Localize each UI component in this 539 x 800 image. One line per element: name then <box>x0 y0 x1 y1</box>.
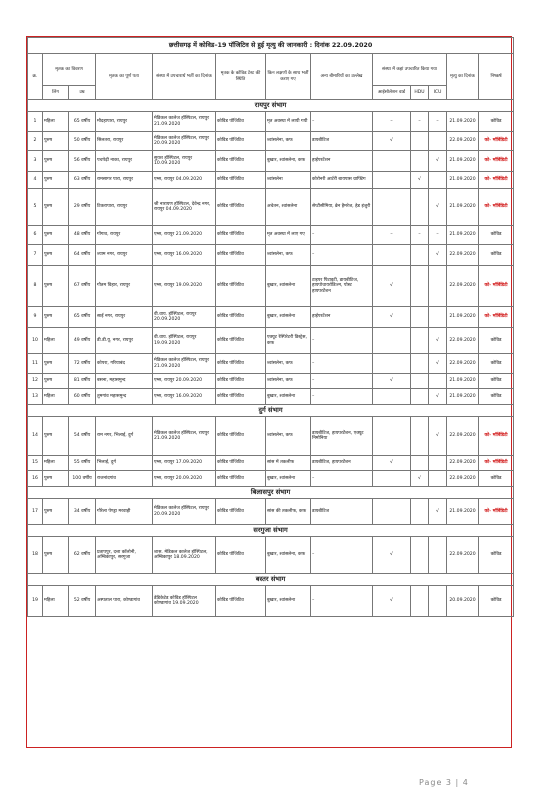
gender-cell: पुरुष <box>43 151 69 172</box>
hdu-cell <box>411 417 429 456</box>
table-row <box>28 537 514 574</box>
institution-cell: मेडिकल कालेज हॉस्पिटल, रायपुर 21.09.2020 <box>153 417 216 456</box>
table-row <box>28 374 514 389</box>
division-name: बिलासपुर संभाग <box>28 487 514 499</box>
hdu-cell <box>411 456 429 471</box>
test-status-cell: कोविड पॉजिटिव <box>216 226 266 245</box>
col-isolation: आईसोलेशन वार्ड <box>373 86 411 100</box>
col-address: मृतक का पूर्ण पता <box>96 54 153 100</box>
sno-cell: 11 <box>28 354 43 374</box>
icu-cell: √ <box>429 417 447 456</box>
icu-cell: √ <box>429 328 447 354</box>
isolation-cell: √ <box>373 132 411 151</box>
conclusion-cell: कोविड <box>479 112 514 132</box>
comorbidity-cell: कोरोनरी आर्टरी बायपास ग्राफ्टिंग <box>311 172 373 189</box>
table-body <box>28 100 514 617</box>
test-status-cell: कोविड पॉजिटिव <box>216 354 266 374</box>
symptoms-cell: बुखार, श्वांसलेना <box>266 389 311 405</box>
isolation-cell <box>373 151 411 172</box>
icu-cell <box>429 132 447 151</box>
institution-cell: एम्स, रायपुर 16.09.2020 <box>153 245 216 266</box>
icu-cell <box>429 266 447 307</box>
address-cell: पचपेढ़ी नाका, रायपुर <box>96 151 153 172</box>
death-date-cell: 22.09.2020 <box>447 245 479 266</box>
address-cell: कोपरा, गरियाबंद <box>96 354 153 374</box>
comorbidity-cell: डायबीटिज <box>311 499 373 525</box>
test-status-cell: कोविड पॉजिटिव <box>216 374 266 389</box>
address-cell: श्याम नगर, रायपुर <box>96 245 153 266</box>
death-date-cell: 21.09.2020 <box>447 499 479 525</box>
hdu-cell: – <box>411 226 429 245</box>
isolation-cell <box>373 172 411 189</box>
isolation-cell <box>373 417 411 456</box>
hdu-cell <box>411 266 429 307</box>
col-conclusion: निष्कर्ष <box>479 54 514 100</box>
page-number: Page 3 | 4 <box>419 778 469 787</box>
test-status-cell: कोविड पॉजिटिव <box>216 471 266 487</box>
death-date-cell: 21.09.2020 <box>447 112 479 132</box>
death-date-cell: 22.09.2020 <box>447 328 479 354</box>
sno-cell: 12 <box>28 374 43 389</box>
test-status-cell: कोविड पॉजिटिव <box>216 245 266 266</box>
icu-cell: √ <box>429 189 447 226</box>
address-cell: अस्पताल पारा, कोण्डागांव <box>96 586 153 617</box>
conclusion-cell: को- मॉर्बिडिटी <box>479 132 514 151</box>
institution-cell: सुयश हॉस्पिटल, रायपुर 10.09.2020 <box>153 151 216 172</box>
icu-cell: √ <box>429 354 447 374</box>
gender-cell: महिला <box>43 456 69 471</box>
hdu-cell <box>411 307 429 328</box>
division-name: रायपुर संभाग <box>28 100 514 112</box>
icu-cell: √ <box>429 245 447 266</box>
sno-cell: 18 <box>28 537 43 574</box>
hdu-cell <box>411 132 429 151</box>
institution-cell: मेडिकल कालेज हॉस्पिटल, रायपुर 20.09.2020 <box>153 132 216 151</box>
sno-cell: 6 <box>28 226 43 245</box>
isolation-cell: √ <box>373 307 411 328</box>
death-date-cell: 21.09.2020 <box>447 389 479 405</box>
age-cell: 50 वर्षीय <box>69 132 96 151</box>
table-row <box>28 266 514 307</box>
conclusion-cell: को- मॉर्बिडिटी <box>479 172 514 189</box>
col-treatment-area: संस्था में कहां उपचारित किया गया <box>373 54 447 86</box>
age-cell: 55 वर्षीय <box>69 456 96 471</box>
institution-cell: एम्स, रायपुर 04.09.2020 <box>153 172 216 189</box>
col-icu: ICU <box>429 86 447 100</box>
icu-cell <box>429 586 447 617</box>
col-comorbidities: अन्य बीमारियों का उल्लेख <box>311 54 373 100</box>
isolation-cell: – <box>373 112 411 132</box>
gender-cell: महिला <box>43 328 69 354</box>
age-cell: 56 वर्षीय <box>69 151 96 172</box>
icu-cell: – <box>429 112 447 132</box>
comorbidity-cell: – <box>311 328 373 354</box>
comorbidity-cell: सेप्टीसीमिया, ब्रेन हैमरेज, हेड इंजुरी <box>311 189 373 226</box>
institution-cell: शास. मेडिकल कालेज हॉस्पिटल, अम्बिकापुर 18.09.2020 <box>153 537 216 574</box>
sno-cell: 5 <box>28 189 43 226</box>
death-date-cell: 20.09.2020 <box>447 586 479 617</box>
table-row <box>28 226 514 245</box>
division-header <box>28 487 514 499</box>
test-status-cell: कोविड पॉजिटिव <box>216 417 266 456</box>
icu-cell <box>429 172 447 189</box>
address-cell: साईं नगर, रायपुर <box>96 307 153 328</box>
gender-cell: पुरुष <box>43 245 69 266</box>
conclusion-cell: कोविड <box>479 586 514 617</box>
symptoms-cell: बुखार, श्वांसलेना, कफ <box>266 537 311 574</box>
col-gender: लिंग <box>43 86 69 100</box>
address-cell: मौदहापारा, रायपुर <box>96 112 153 132</box>
gender-cell: पुरुष <box>43 537 69 574</box>
age-cell: 63 वर्षीय <box>69 172 96 189</box>
address-cell: बसना, महासमुन्द <box>96 374 153 389</box>
test-status-cell: कोविड पॉजिटिव <box>216 266 266 307</box>
division-header <box>28 405 514 417</box>
col-deceased-details: मृतक का विवरण <box>43 54 96 86</box>
address-cell: रामसागर पारा, रायपुर <box>96 172 153 189</box>
symptoms-cell: बुखार, श्वांसलेना <box>266 266 311 307</box>
comorbidity-cell: हाईपरटेंशन <box>311 151 373 172</box>
age-cell: 62 वर्षीय <box>69 537 96 574</box>
comorbidity-cell: टाइपर पिटाइटी, डायबीटिज, हायपोथायरोडिज्म, पोस्ट हायपरटेंशन <box>311 266 373 307</box>
isolation-cell <box>373 245 411 266</box>
conclusion-cell: को- मॉर्बिडिटी <box>479 417 514 456</box>
hdu-cell <box>411 374 429 389</box>
sno-cell: 8 <box>28 266 43 307</box>
col-death-date: मृत्यु का दिनांक <box>447 54 479 100</box>
age-cell: 49 वर्षीय <box>69 328 96 354</box>
icu-cell: – <box>429 226 447 245</box>
table-row <box>28 132 514 151</box>
isolation-cell <box>373 189 411 226</box>
icu-cell <box>429 471 447 487</box>
age-cell: 48 वर्षीय <box>69 226 96 245</box>
col-test-status: मृतक के कोविड टेस्ट की स्थिति <box>216 54 266 100</box>
isolation-cell: √ <box>373 537 411 574</box>
sno-cell: 15 <box>28 456 43 471</box>
symptoms-cell: बुखार, श्वांसलेना <box>266 307 311 328</box>
gender-cell: महिला <box>43 389 69 405</box>
hdu-cell <box>411 245 429 266</box>
conclusion-cell: को- मॉर्बिडिटी <box>479 456 514 471</box>
gender-cell: पुरुष <box>43 189 69 226</box>
gender-cell: पुरुष <box>43 307 69 328</box>
isolation-cell: – <box>373 226 411 245</box>
comorbidity-cell: डायबीटिज, हायपरटेंशन <box>311 456 373 471</box>
gender-cell: महिला <box>43 586 69 617</box>
sno-cell: 9 <box>28 307 43 328</box>
table-row <box>28 328 514 354</box>
comorbidity-cell: – <box>311 245 373 266</box>
report-sheet <box>26 36 512 748</box>
conclusion-cell: को- मॉर्बिडिटी <box>479 499 514 525</box>
conclusion-cell: को- मॉर्बिडिटी <box>479 307 514 328</box>
conclusion-cell: कोविड <box>479 245 514 266</box>
age-cell: 65 वर्षीय <box>69 112 96 132</box>
age-cell: 81 वर्षीय <box>69 374 96 389</box>
sno-cell: 7 <box>28 245 43 266</box>
death-date-cell: 22.09.2020 <box>447 417 479 456</box>
test-status-cell: कोविड पॉजिटिव <box>216 172 266 189</box>
sno-cell: 3 <box>28 151 43 172</box>
gender-cell: पुरुष <box>43 172 69 189</box>
age-cell: 100 वर्षीय <box>69 471 96 487</box>
address-cell: गोंगाव, रायपुर <box>96 226 153 245</box>
table-row <box>28 354 514 374</box>
address-cell: भिलाई, दुर्ग <box>96 456 153 471</box>
conclusion-cell: कोविड <box>479 354 514 374</box>
sno-cell: 17 <box>28 499 43 525</box>
symptoms-cell: श्वांसलेना, कफ <box>266 374 311 389</box>
col-institution: संस्था में उपचारार्थ भर्ती का दिनांक <box>153 54 216 100</box>
symptoms-cell: सांस में तकलीफ <box>266 456 311 471</box>
icu-cell: √ <box>429 151 447 172</box>
hdu-cell <box>411 189 429 226</box>
death-date-cell: 22.09.2020 <box>447 456 479 471</box>
gender-cell: पुरुष <box>43 266 69 307</box>
hdu-cell <box>411 354 429 374</box>
table-row <box>28 245 514 266</box>
hdu-cell: √ <box>411 471 429 487</box>
hdu-cell <box>411 499 429 525</box>
institution-cell: एम्स, रायपुर 19.09.2020 <box>153 266 216 307</box>
isolation-cell: √ <box>373 266 411 307</box>
division-header <box>28 574 514 586</box>
gender-cell: पुरुष <box>43 132 69 151</box>
symptoms-cell: श्वांसलेना, कफ <box>266 132 311 151</box>
comorbidity-cell: – <box>311 586 373 617</box>
institution-cell: मेडिकल कालेज हॉस्पिटल, रायपुर 21.09.2020 <box>153 354 216 374</box>
table-row <box>28 586 514 617</box>
col-age: उम्र <box>69 86 96 100</box>
symptoms-cell: अचेतन, श्वांसलेना <box>266 189 311 226</box>
comorbidity-cell: – <box>311 537 373 574</box>
symptoms-cell: एक्यूट रेस्पिरेटरी डिस्ट्रेस, कफ <box>266 328 311 354</box>
test-status-cell: कोविड पॉजिटिव <box>216 112 266 132</box>
institution-cell: एम्स, रायपुर 16.09.2020 <box>153 389 216 405</box>
conclusion-cell: को- मॉर्बिडिटी <box>479 189 514 226</box>
hdu-cell <box>411 537 429 574</box>
institution-cell: एम्स, रायपुर 21.09.2020 <box>153 226 216 245</box>
hdu-cell <box>411 586 429 617</box>
test-status-cell: कोविड पॉजिटिव <box>216 189 266 226</box>
test-status-cell: कोविड पॉजिटिव <box>216 537 266 574</box>
comorbidity-cell: – <box>311 112 373 132</box>
sno-cell: 2 <box>28 132 43 151</box>
test-status-cell: कोविड पॉजिटिव <box>216 151 266 172</box>
address-cell: राजनांदगांव <box>96 471 153 487</box>
col-hdu: HDU <box>411 86 429 100</box>
test-status-cell: कोविड पॉजिटिव <box>216 132 266 151</box>
symptoms-cell: बुखार, श्वांसलेना, कफ <box>266 151 311 172</box>
institution-cell: श्री नारायण हॉस्पिटल, देवेन्द्र नगर, रायपुर 04.09.2020 <box>153 189 216 226</box>
conclusion-cell: कोविड <box>479 374 514 389</box>
isolation-cell <box>373 389 411 405</box>
comorbidity-cell: – <box>311 374 373 389</box>
symptoms-cell: सांस की तकलीफ, कफ <box>266 499 311 525</box>
isolation-cell <box>373 354 411 374</box>
death-date-cell: 21.09.2020 <box>447 172 479 189</box>
sno-cell: 1 <box>28 112 43 132</box>
age-cell: 29 वर्षीय <box>69 189 96 226</box>
isolation-cell: √ <box>373 586 411 617</box>
isolation-cell: √ <box>373 456 411 471</box>
death-date-cell: 22.09.2020 <box>447 471 479 487</box>
symptoms-cell: मृत अवस्था में लायी गयी <box>266 112 311 132</box>
symptoms-cell: बुखार, श्वांसलेना <box>266 471 311 487</box>
comorbidity-cell: डायबीटिज, हायपरटेंशन, एक्यूट निमोनिया <box>311 417 373 456</box>
address-cell: डी.डी.यू. नगर, रायपुर <box>96 328 153 354</box>
age-cell: 52 वर्षीय <box>69 586 96 617</box>
conclusion-cell: कोविड <box>479 471 514 487</box>
isolation-cell <box>373 471 411 487</box>
division-header <box>28 100 514 112</box>
comorbidity-cell: – <box>311 226 373 245</box>
isolation-cell <box>373 499 411 525</box>
hdu-cell <box>411 328 429 354</box>
test-status-cell: कोविड पॉजिटिव <box>216 389 266 405</box>
table-row <box>28 417 514 456</box>
division-header <box>28 525 514 537</box>
comorbidity-cell: हाईपरटेंशन <box>311 307 373 328</box>
table-row <box>28 471 514 487</box>
conclusion-cell: को- मॉर्बिडिटी <box>479 151 514 172</box>
table-row <box>28 499 514 525</box>
icu-cell <box>429 537 447 574</box>
age-cell: 72 वर्षीय <box>69 354 96 374</box>
address-cell: तुमगांव महासमुन्द <box>96 389 153 405</box>
gender-cell: महिला <box>43 112 69 132</box>
gender-cell: पुरुष <box>43 471 69 487</box>
gender-cell: पुरुष <box>43 374 69 389</box>
age-cell: 34 वर्षीय <box>69 499 96 525</box>
conclusion-cell: कोविड <box>479 226 514 245</box>
hdu-cell <box>411 389 429 405</box>
address-cell: गौरेला पेण्ड्रा मरवाही <box>96 499 153 525</box>
isolation-cell <box>373 328 411 354</box>
isolation-cell: √ <box>373 374 411 389</box>
gender-cell: पुरुष <box>43 354 69 374</box>
symptoms-cell: श्वांसलेना <box>266 172 311 189</box>
institution-cell: एम्स, रायपुर 20.09.2020 <box>153 374 216 389</box>
address-cell: टिकरापारा, रायपुर <box>96 189 153 226</box>
division-name: दुर्ग संभाग <box>28 405 514 417</box>
division-name: बस्तर संभाग <box>28 574 514 586</box>
institution-cell: एम्स, रायपुर 20.09.2020 <box>153 471 216 487</box>
test-status-cell: कोविड पॉजिटिव <box>216 586 266 617</box>
comorbidity-cell: – <box>311 389 373 405</box>
death-date-cell: 21.09.2020 <box>447 307 479 328</box>
age-cell: 65 वर्षीय <box>69 307 96 328</box>
icu-cell <box>429 456 447 471</box>
age-cell: 60 वर्षीय <box>69 389 96 405</box>
death-date-cell: 21.09.2020 <box>447 151 479 172</box>
table-row <box>28 112 514 132</box>
institution-cell: मेडिकल कालेज हॉस्पिटल, रायपुर 20.09.2020 <box>153 499 216 525</box>
comorbidity-cell: डायबीटिज <box>311 132 373 151</box>
comorbidity-cell: – <box>311 471 373 487</box>
icu-cell: √ <box>429 389 447 405</box>
test-status-cell: कोविड पॉजिटिव <box>216 307 266 328</box>
sno-cell: 4 <box>28 172 43 189</box>
institution-cell: मेडिकल कालेज हॉस्पिटल, रायपुर 21.09.2020 <box>153 112 216 132</box>
test-status-cell: कोविड पॉजिटिव <box>216 499 266 525</box>
symptoms-cell: श्वांसलेना, कफ <box>266 417 311 456</box>
address-cell: प्रतापपुर, दत्ता कॉलोनी, अम्बिकापुर, सरगुजा <box>96 537 153 574</box>
death-date-cell: 22.09.2020 <box>447 354 479 374</box>
table-row <box>28 307 514 328</box>
symptoms-cell: श्वांसलेना, कफ <box>266 245 311 266</box>
test-status-cell: कोविड पॉजिटिव <box>216 328 266 354</box>
sno-cell: 10 <box>28 328 43 354</box>
hdu-cell: – <box>411 112 429 132</box>
institution-cell: वी.वाय. हॉस्पिटल, रायपुर 19.09.2020 <box>153 328 216 354</box>
table-row <box>28 389 514 405</box>
table-row <box>28 456 514 471</box>
death-date-cell: 21.09.2020 <box>447 226 479 245</box>
sno-cell: 19 <box>28 586 43 617</box>
icu-cell <box>429 374 447 389</box>
death-date-cell: 22.09.2020 <box>447 537 479 574</box>
sno-cell: 16 <box>28 471 43 487</box>
sno-cell: 13 <box>28 389 43 405</box>
address-cell: गौतम विहार, रायपुर <box>96 266 153 307</box>
institution-cell: डेडिकेटेड कोविड हॉस्पिटल कोण्डागांव 19.09.2020 <box>153 586 216 617</box>
age-cell: 54 वर्षीय <box>69 417 96 456</box>
conclusion-cell: कोविड <box>479 389 514 405</box>
symptoms-cell: बुखार, श्वांसलेना <box>266 586 311 617</box>
conclusion-cell: कोविड <box>479 537 514 574</box>
gender-cell: पुरुष <box>43 499 69 525</box>
hdu-cell <box>411 151 429 172</box>
sno-cell: 14 <box>28 417 43 456</box>
symptoms-cell: श्वांसलेना, कफ <box>266 354 311 374</box>
conclusion-cell: को- मॉर्बिडिटी <box>479 266 514 307</box>
death-date-cell: 22.09.2020 <box>447 266 479 307</box>
icu-cell: √ <box>429 499 447 525</box>
institution-cell: वी.वाय. हॉस्पिटल, रायपुर 20.09.2020 <box>153 307 216 328</box>
death-date-cell: 21.09.2020 <box>447 189 479 226</box>
col-symptoms: किन लक्षणों के साथ भर्ती कराए गए <box>266 54 311 100</box>
col-sno: क्र. <box>28 54 43 100</box>
table-row <box>28 189 514 226</box>
icu-cell <box>429 307 447 328</box>
table-row <box>28 151 514 172</box>
hdu-cell: √ <box>411 172 429 189</box>
address-cell: राम नगर, भिलाई, दुर्ग <box>96 417 153 456</box>
age-cell: 64 वर्षीय <box>69 245 96 266</box>
gender-cell: पुरुष <box>43 417 69 456</box>
age-cell: 67 वर्षीय <box>69 266 96 307</box>
division-name: सरगुजा संभाग <box>28 525 514 537</box>
symptoms-cell: मृत अवस्था में लाए गए <box>266 226 311 245</box>
death-date-cell: 21.09.2020 <box>447 374 479 389</box>
comorbidity-cell: – <box>311 354 373 374</box>
death-date-cell: 22.09.2020 <box>447 132 479 151</box>
gender-cell: पुरुष <box>43 226 69 245</box>
conclusion-cell: कोविड <box>479 328 514 354</box>
table-row <box>28 172 514 189</box>
address-cell: सिलतरा, रायपुर <box>96 132 153 151</box>
test-status-cell: कोविड पॉजिटिव <box>216 456 266 471</box>
page-title: छत्तीसगढ़ में कोविड–19 पॉजिटिव से हुई मृत्यु की जानकारी : दिनांक 22.09.2020 <box>28 38 514 54</box>
deaths-table <box>27 37 514 617</box>
institution-cell: एम्स, रायपुर 17.09.2020 <box>153 456 216 471</box>
